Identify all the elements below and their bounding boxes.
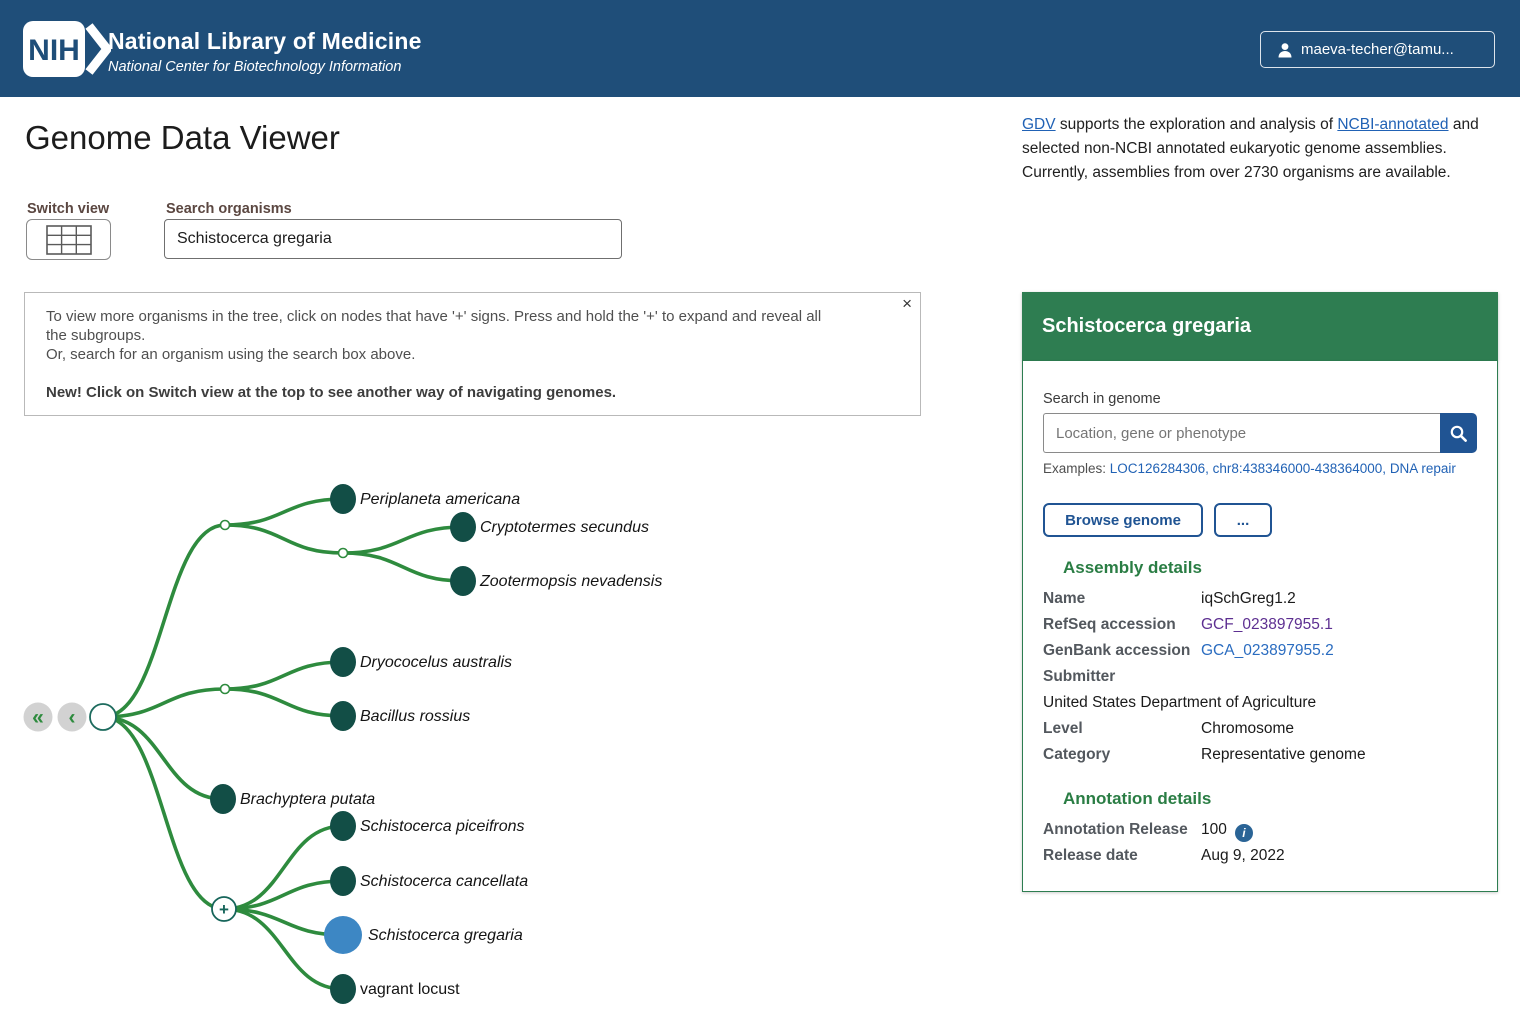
internal-node[interactable] [221, 685, 230, 694]
tree-root-node[interactable] [90, 704, 116, 730]
switch-view-label: Switch view [27, 201, 110, 217]
collapse-all-button[interactable] [24, 703, 53, 732]
search-icon [1450, 425, 1467, 442]
organism-panel-body [1022, 361, 1498, 892]
notice-line-2: Or, search for an organism using the search box above. [46, 346, 416, 363]
search-examples: Examples: LOC126284306, chr8:438346000-438364000, DNA repair [1043, 461, 1456, 476]
leaf-label[interactable]: Schistocerca cancellata [360, 873, 529, 890]
internal-node[interactable] [221, 521, 230, 530]
nih-logo-text: NIH [28, 34, 80, 67]
leaf-label[interactable]: Brachyptera putata [240, 791, 376, 808]
category-label: Category [1043, 746, 1111, 763]
leaf-label[interactable]: Dryococelus australis [360, 654, 513, 671]
submitter-label: Submitter [1043, 668, 1116, 685]
assembly-name-value: iqSchGreg1.2 [1201, 590, 1296, 607]
leaf-label[interactable]: Zootermopsis nevadensis [480, 573, 663, 590]
nlm-title: National Library of Medicine [108, 28, 422, 54]
leaf-node[interactable] [330, 811, 356, 841]
leaf-node[interactable] [330, 866, 356, 896]
search-organisms-input[interactable] [164, 219, 622, 259]
assembly-name-label: Name [1043, 590, 1086, 607]
leaf-node[interactable] [450, 566, 476, 596]
release-date-label: Release date [1043, 847, 1138, 864]
tree-branches [103, 499, 463, 989]
notice-line-new: New! Click on Switch view at the top to see another way of navigating genomes. [46, 384, 617, 401]
leaf-label[interactable]: vagrant locust [360, 981, 460, 998]
gdv-intro-text: GDV supports the exploration and analysis of NCBI-annotated and selected non-NCBI annotated eukaryotic genome assemblies. Currently, assemblies from over 2730 organisms are available. [1022, 116, 1479, 181]
table-grid-icon [46, 225, 92, 255]
genome-search-button[interactable] [1440, 413, 1477, 453]
header-titles [108, 28, 422, 75]
leaf-label[interactable]: Schistocerca piceifrons [360, 818, 525, 835]
person-icon [1277, 42, 1293, 58]
switch-view-button[interactable] [26, 219, 111, 260]
account-button[interactable] [1260, 31, 1495, 68]
example-link-location[interactable]: chr8:438346000-438364000 [1212, 461, 1383, 476]
category-value: Representative genome [1201, 746, 1366, 763]
nih-logo-icon [23, 20, 111, 78]
expand-plus-node[interactable] [212, 897, 236, 921]
leaf-node[interactable] [330, 974, 356, 1004]
refseq-accession-label: RefSeq accession [1043, 616, 1176, 633]
organism-panel [1022, 292, 1498, 892]
example-link-dna-repair[interactable]: DNA repair [1389, 461, 1456, 476]
account-email: maeva-techer@tamu... [1301, 41, 1454, 58]
leaf-node[interactable] [330, 647, 356, 677]
taxonomy-tree [0, 440, 720, 1036]
close-icon[interactable]: × [902, 294, 912, 313]
annotation-details-heading: Annotation details [1063, 789, 1212, 808]
collapse-one-button[interactable] [58, 703, 87, 732]
leaf-node[interactable] [330, 701, 356, 731]
leaf-node[interactable] [210, 784, 236, 814]
ncbi-annotated-link[interactable]: NCBI-annotated [1337, 116, 1449, 133]
ncbi-subtitle: National Center for Biotechnology Information [108, 59, 402, 75]
leaf-label[interactable]: Periplaneta americana [360, 491, 521, 508]
genome-search-input[interactable] [1043, 413, 1440, 453]
leaf-label-selected[interactable]: Schistocerca gregaria [368, 927, 523, 944]
annotation-release-value: 100 i [1201, 817, 1253, 843]
nih-nlm-logo[interactable] [23, 20, 111, 78]
leaf-label[interactable]: Bacillus rossius [360, 708, 471, 725]
leaf-node[interactable] [450, 512, 476, 542]
browse-genome-button[interactable]: Browse genome [1043, 503, 1203, 537]
annotation-release-label: Annotation Release [1043, 821, 1188, 838]
assembly-details-heading: Assembly details [1063, 558, 1202, 577]
search-in-genome-label: Search in genome [1043, 391, 1161, 407]
level-label: Level [1043, 720, 1083, 737]
genbank-accession-link[interactable]: GCA_023897955.2 [1201, 642, 1334, 659]
example-link-loc[interactable]: LOC126284306 [1109, 461, 1206, 476]
search-organisms-label: Search organisms [166, 201, 292, 217]
gdv-link[interactable]: GDV [1022, 116, 1056, 133]
tree-help-notice [24, 292, 921, 416]
plus-icon: + [219, 900, 229, 919]
refseq-accession-link[interactable]: GCF_023897955.1 [1201, 616, 1333, 633]
leaf-label[interactable]: Cryptotermes secundus [480, 519, 649, 536]
notice-line-1: To view more organisms in the tree, click on nodes that have '+' signs. Press and hold the '+' to expand and reveal all the subgroups. [46, 308, 822, 344]
assembly-details [1043, 586, 1477, 768]
release-date-value: Aug 9, 2022 [1201, 847, 1285, 864]
double-chevron-left-icon: « [32, 706, 44, 729]
level-value: Chromosome [1201, 720, 1295, 737]
internal-node[interactable] [339, 549, 348, 558]
annotation-details [1043, 817, 1477, 869]
info-icon[interactable]: i [1235, 824, 1253, 842]
more-options-button[interactable]: ... [1214, 503, 1272, 537]
chevron-left-icon: ‹ [68, 706, 76, 729]
page-title: Genome Data Viewer [25, 119, 340, 156]
site-header [0, 0, 1520, 97]
leaf-node-selected[interactable] [324, 916, 362, 954]
leaf-node[interactable] [330, 484, 356, 514]
submitter-value: United States Department of Agriculture [1043, 694, 1317, 711]
genbank-accession-label: GenBank accession [1043, 642, 1191, 659]
organism-panel-title: Schistocerca gregaria [1022, 292, 1498, 361]
